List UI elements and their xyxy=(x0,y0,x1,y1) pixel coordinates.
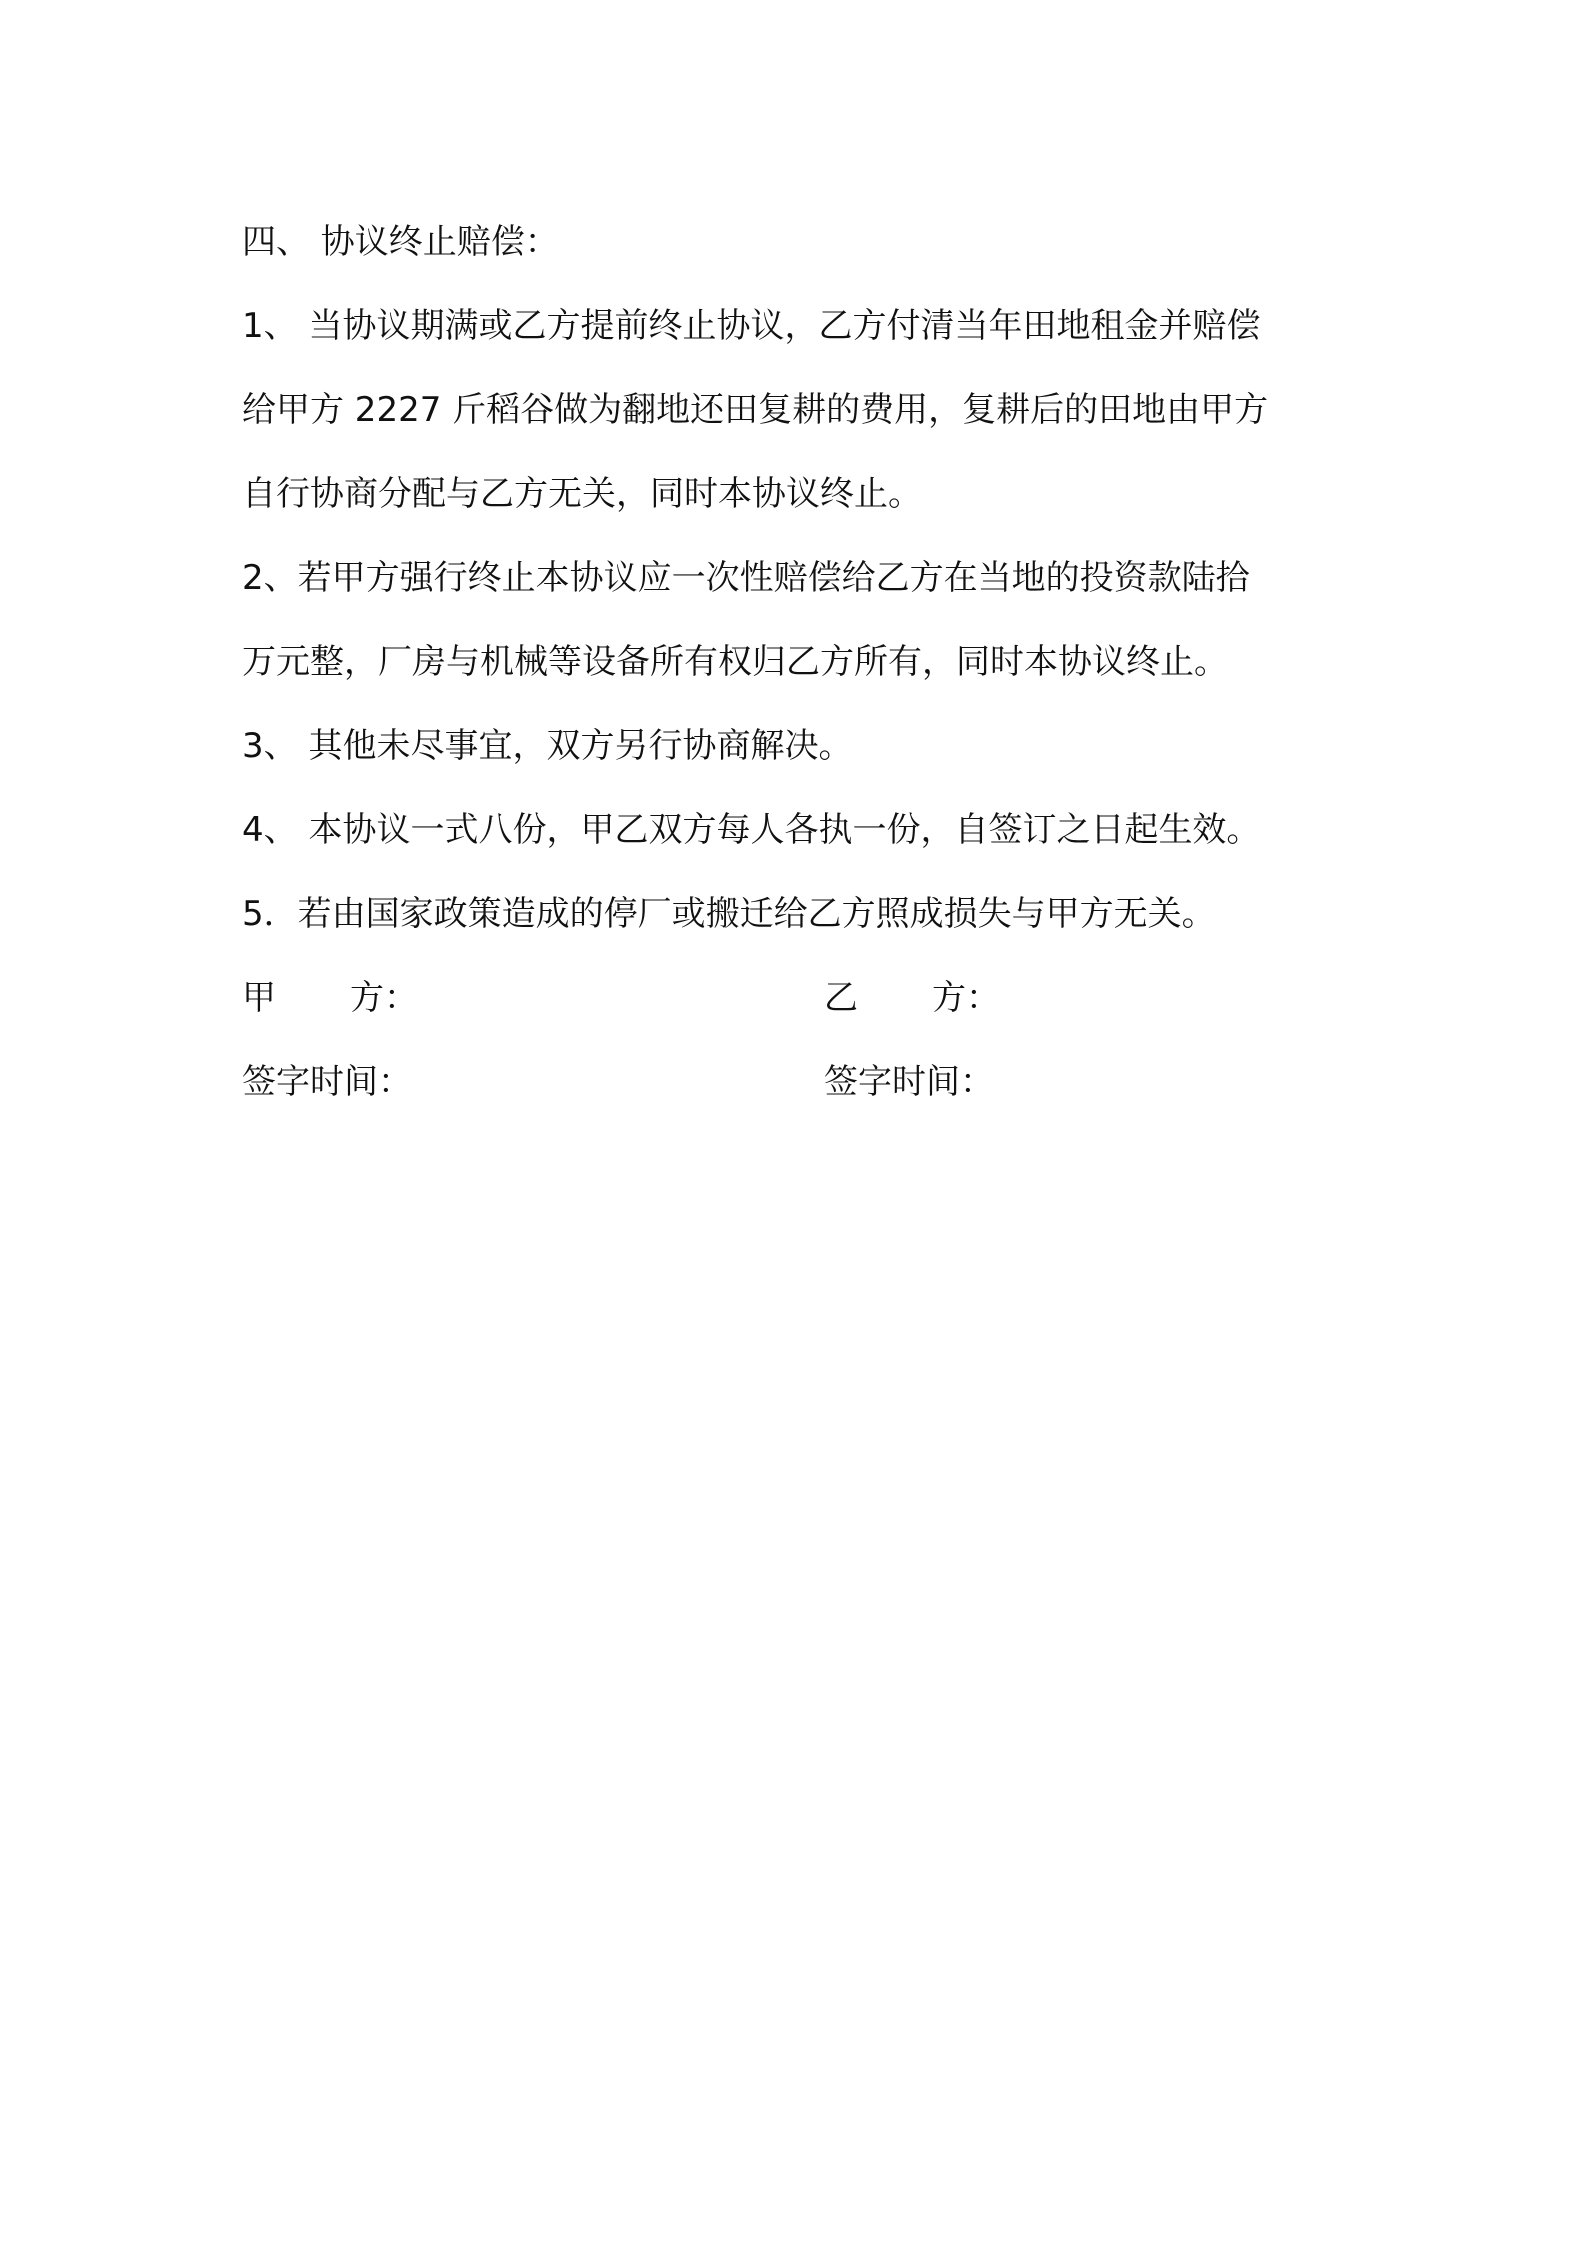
clause-3: 3、 其他未尽事宜，双方另行协商解决。 xyxy=(242,726,853,766)
clause-4: 4、 本协议一式八份，甲乙双方每人各执一份，自签订之日起生效。 xyxy=(242,810,1261,850)
party-a-label-char-2: 方： xyxy=(350,978,418,1018)
clause-5: 5．若由国家政策造成的停厂或搬迁给乙方照成损失与甲方无关。 xyxy=(242,894,1216,934)
party-a-label xyxy=(242,956,418,1040)
document-body xyxy=(242,200,1362,1124)
clause-1-line-3: 自行协商分配与乙方无关，同时本协议终止。 xyxy=(242,474,922,514)
party-b-label-char-2: 方： xyxy=(932,978,1000,1018)
section-heading: 四、 协议终止赔偿： xyxy=(242,222,559,262)
party-b-date-label: 签字时间： xyxy=(824,1062,994,1102)
clause-1-line-1: 1、 当协议期满或乙方提前终止协议，乙方付清当年田地租金并赔偿 xyxy=(242,306,1261,346)
party-b-label-char-1: 乙 xyxy=(824,978,858,1018)
clause-2-line-2: 万元整，厂房与机械等设备所有权归乙方所有，同时本协议终止。 xyxy=(242,642,1228,682)
signature-party-row xyxy=(242,956,1362,1040)
clause-2-line-1: 2、若甲方强行终止本协议应一次性赔偿给乙方在当地的投资款陆拾 xyxy=(242,558,1250,598)
party-b-label xyxy=(824,956,1000,1040)
party-a-label-char-1: 甲 xyxy=(242,978,276,1018)
clause-1-line-2: 给甲方 2227 斤稻谷做为翻地还田复耕的费用，复耕后的田地由甲方 xyxy=(242,390,1269,430)
signature-date-row xyxy=(242,1040,1362,1124)
party-a-date-label: 签字时间： xyxy=(242,1062,412,1102)
